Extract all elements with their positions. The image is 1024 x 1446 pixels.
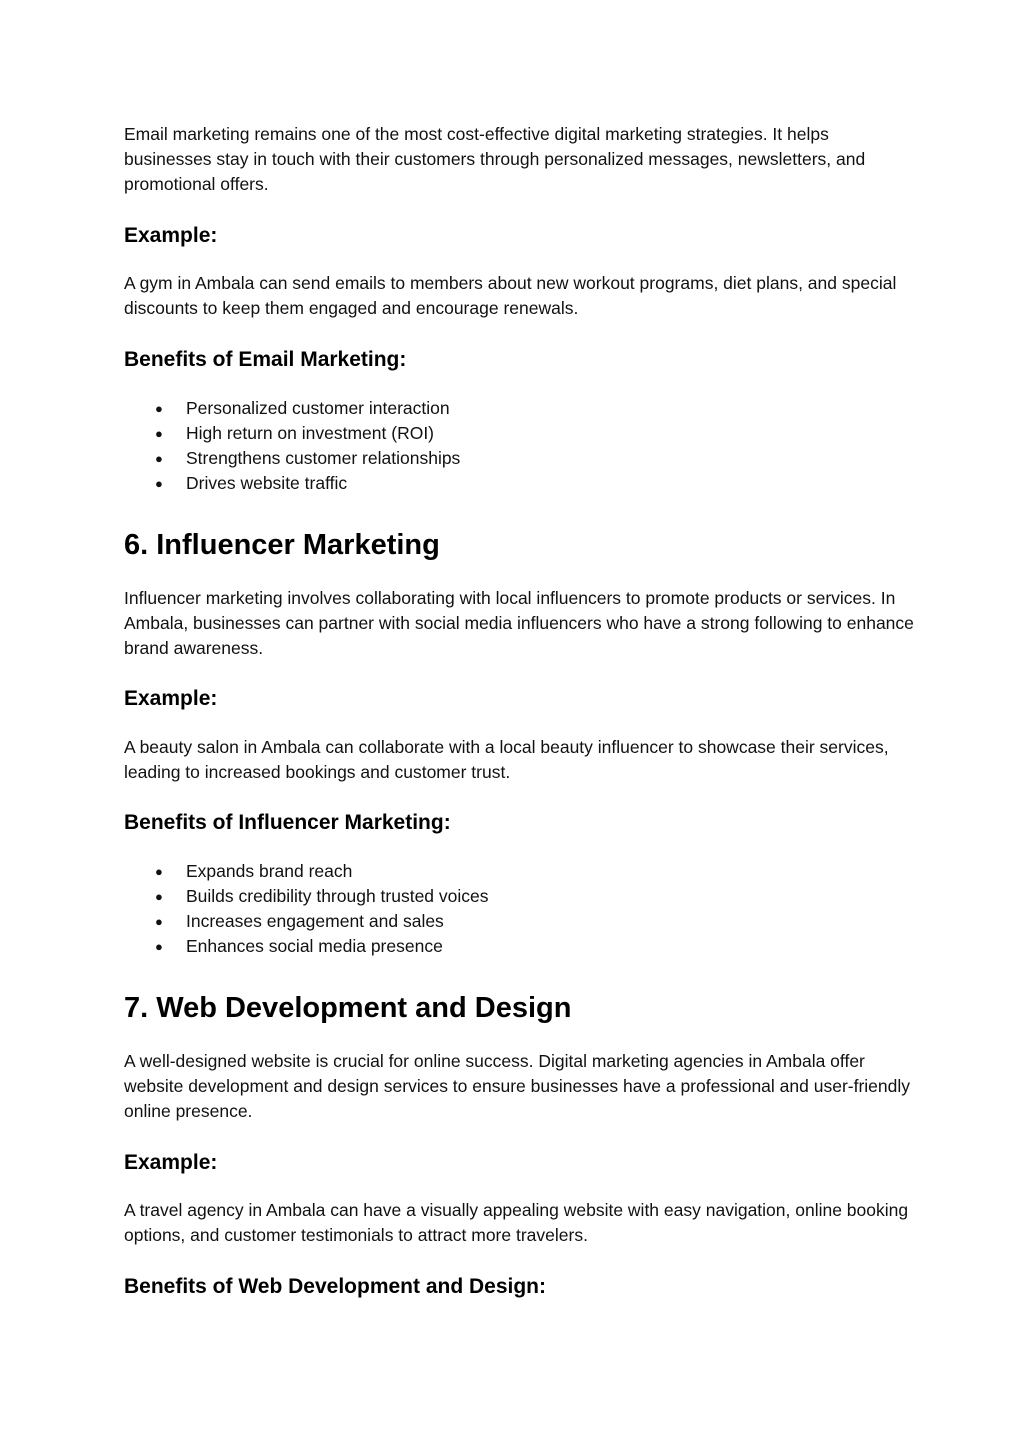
bullet-icon: ● (155, 864, 163, 879)
bullet-icon: ● (155, 451, 163, 466)
list-item-text: Strengthens customer relationships (186, 448, 461, 468)
list-item (124, 934, 914, 959)
list-item-text: Personalized customer interaction (186, 398, 450, 418)
email-example-heading: Example: (124, 224, 218, 247)
bullet-icon: ● (155, 939, 163, 954)
bullet-icon: ● (155, 914, 163, 929)
web-benefits-heading-block (124, 1274, 914, 1300)
influencer-example-heading-block (124, 686, 914, 712)
web-intro-paragraph: A well-designed website is crucial for online success. Digital marketing agencies in Ambala offer website development and design services to ensure businesses have a professional and user-friendly online presence. (124, 1051, 911, 1121)
influencer-example-heading: Example: (124, 687, 218, 710)
influencer-benefits-heading: Benefits of Influencer Marketing: (124, 811, 451, 834)
bullet-icon: ● (155, 401, 163, 416)
web-section-title: 7. Web Development and Design (124, 992, 572, 1024)
list-item (124, 421, 914, 446)
email-intro-paragraph: Email marketing remains one of the most cost-effective digital marketing strategies. It helps businesses stay in touch with their customers through personalized messages, newsletters, and promotional offers. (124, 124, 866, 194)
influencer-example-block (124, 735, 914, 785)
list-item-text: Builds credibility through trusted voices (186, 886, 489, 906)
web-benefits-heading: Benefits of Web Development and Design: (124, 1275, 546, 1298)
list-item-text: Increases engagement and sales (186, 911, 444, 931)
email-benefits-list (124, 396, 914, 496)
email-benefits-list-block (124, 396, 914, 496)
list-item (124, 884, 914, 909)
influencer-benefits-heading-block (124, 810, 914, 836)
list-item-text: Enhances social media presence (186, 936, 443, 956)
email-intro-block (124, 122, 914, 197)
influencer-intro-block (124, 586, 914, 661)
list-item-text: Drives website traffic (186, 473, 348, 493)
influencer-intro-paragraph: Influencer marketing involves collaborating with local influencers to promote products or services. In Ambala, businesses can partner with social media influencers who have a strong following to enhance brand awareness. (124, 588, 914, 658)
email-benefits-heading: Benefits of Email Marketing: (124, 348, 407, 371)
bullet-icon: ● (155, 426, 163, 441)
web-example-heading-block (124, 1150, 914, 1176)
influencer-title-block (124, 528, 914, 562)
web-example-paragraph: A travel agency in Ambala can have a visually appealing website with easy navigation, online booking options, and customer testimonials to attract more travelers. (124, 1200, 909, 1245)
influencer-section-title: 6. Influencer Marketing (124, 529, 440, 561)
list-item (124, 859, 914, 884)
web-example-heading: Example: (124, 1151, 218, 1174)
influencer-benefits-list-block (124, 859, 914, 959)
bullet-icon: ● (155, 476, 163, 491)
email-example-paragraph: A gym in Ambala can send emails to members about new workout programs, diet plans, and special discounts to keep them engaged and encourage renewals. (124, 273, 897, 318)
list-item (124, 471, 914, 496)
list-item-text: High return on investment (ROI) (186, 423, 435, 443)
list-item (124, 909, 914, 934)
list-item (124, 446, 914, 471)
list-item (124, 396, 914, 421)
bullet-icon: ● (155, 889, 163, 904)
email-example-heading-block (124, 223, 914, 249)
email-example-block (124, 271, 914, 321)
web-intro-block (124, 1049, 914, 1124)
list-item-text: Expands brand reach (186, 861, 353, 881)
web-title-block (124, 991, 914, 1025)
email-benefits-heading-block (124, 347, 914, 373)
web-example-block (124, 1198, 914, 1248)
influencer-example-paragraph: A beauty salon in Ambala can collaborate with a local beauty influencer to showcase their services, leading to increased bookings and customer trust. (124, 737, 889, 782)
influencer-benefits-list (124, 859, 914, 959)
